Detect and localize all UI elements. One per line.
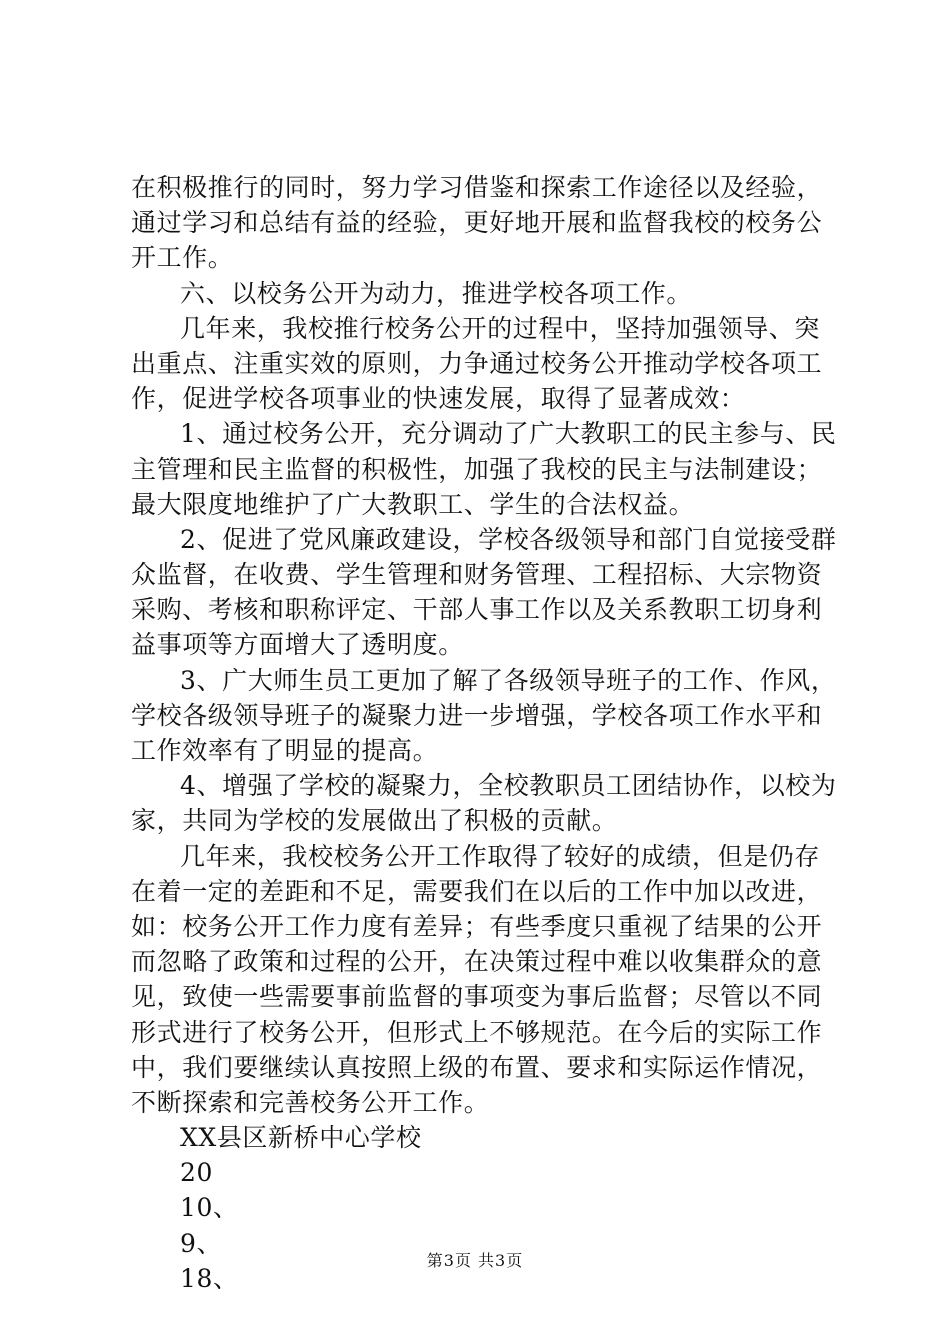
text-line: 而忽略了政策和过程的公开，在决策过程中难以收集群众的意: [131, 947, 823, 977]
text-line: 在着一定的差距和不足，需要我们在以后的工作中加以改进，: [131, 876, 823, 906]
text-line: 不断探索和完善校务公开工作。: [131, 1087, 490, 1117]
signature-school: XX县区新桥中心学校: [180, 1123, 422, 1153]
text-line: 学校各级领导班子的凝聚力进一步增强，学校各项工作水平和: [131, 700, 823, 730]
text-line: 出重点、注重实效的原则，力争通过校务公开推动学校各项工: [131, 348, 823, 378]
document-body: [131, 170, 837, 1296]
text-line: 见，致使一些需要事前监督的事项变为事后监督；尽管以不同: [131, 982, 823, 1012]
text-line: 作，促进学校各项事业的快速发展，取得了显著成效：: [131, 384, 746, 414]
text-line: 几年来，我校推行校务公开的过程中，坚持加强领导、突: [180, 313, 821, 343]
text-line: 几年来，我校校务公开工作取得了较好的成绩，但是仍存: [180, 841, 821, 871]
list-item-4-line: 4、增强了学校的凝聚力，全校教职员工团结协作，以校为: [180, 771, 837, 801]
text-line: 如：校务公开工作力度有差异；有些季度只重视了结果的公开: [131, 911, 823, 941]
text-line: 众监督，在收费、学生管理和财务管理、工程招标、大宗物资: [131, 560, 823, 590]
text-line: 在积极推行的同时，努力学习借鉴和探索工作途径以及经验，: [131, 173, 823, 202]
text-line: 工作效率有了明显的提高。: [131, 736, 439, 765]
text-line: 形式进行了校务公开，但形式上不够规范。在今后的实际工作: [131, 1017, 823, 1047]
list-item-3-line: 3、广大师生员工更加了解了各级领导班子的工作、作风，: [180, 665, 837, 695]
text-line: 益事项等方面增大了透明度。: [131, 630, 464, 660]
date-part: 9、: [180, 1228, 223, 1258]
section-heading: 六、以校务公开为动力，推进学校各项工作。: [180, 278, 693, 308]
date-part: 18、: [180, 1263, 239, 1293]
text-line: 最大限度地维护了广大教职工、学生的合法权益。: [131, 489, 695, 519]
date-part: 10、: [180, 1193, 239, 1223]
text-line: 中，我们要继续认真按照上级的布置、要求和实际运作情况，: [131, 1052, 823, 1082]
text-line: 家，共同为学校的发展做出了积极的贡献。: [131, 806, 618, 836]
text-line: 开工作。: [131, 243, 234, 273]
text-line: 通过学习和总结有益的经验，更好地开展和监督我校的校务公: [131, 208, 823, 238]
text-line: 主管理和民主监督的积极性，加强了我校的民主与法制建设；: [131, 454, 823, 484]
date-part: 20: [180, 1158, 214, 1188]
page-footer: 第3页 共3页: [426, 1251, 524, 1270]
list-item-1-line: 1、通过校务公开，充分调动了广大教职工的民主参与、民: [180, 419, 837, 449]
list-item-2-line: 2、促进了党风廉政建设，学校各级领导和部门自觉接受群: [180, 524, 837, 554]
text-line: 采购、考核和职称评定、干部人事工作以及关系教职工切身利: [131, 595, 823, 625]
